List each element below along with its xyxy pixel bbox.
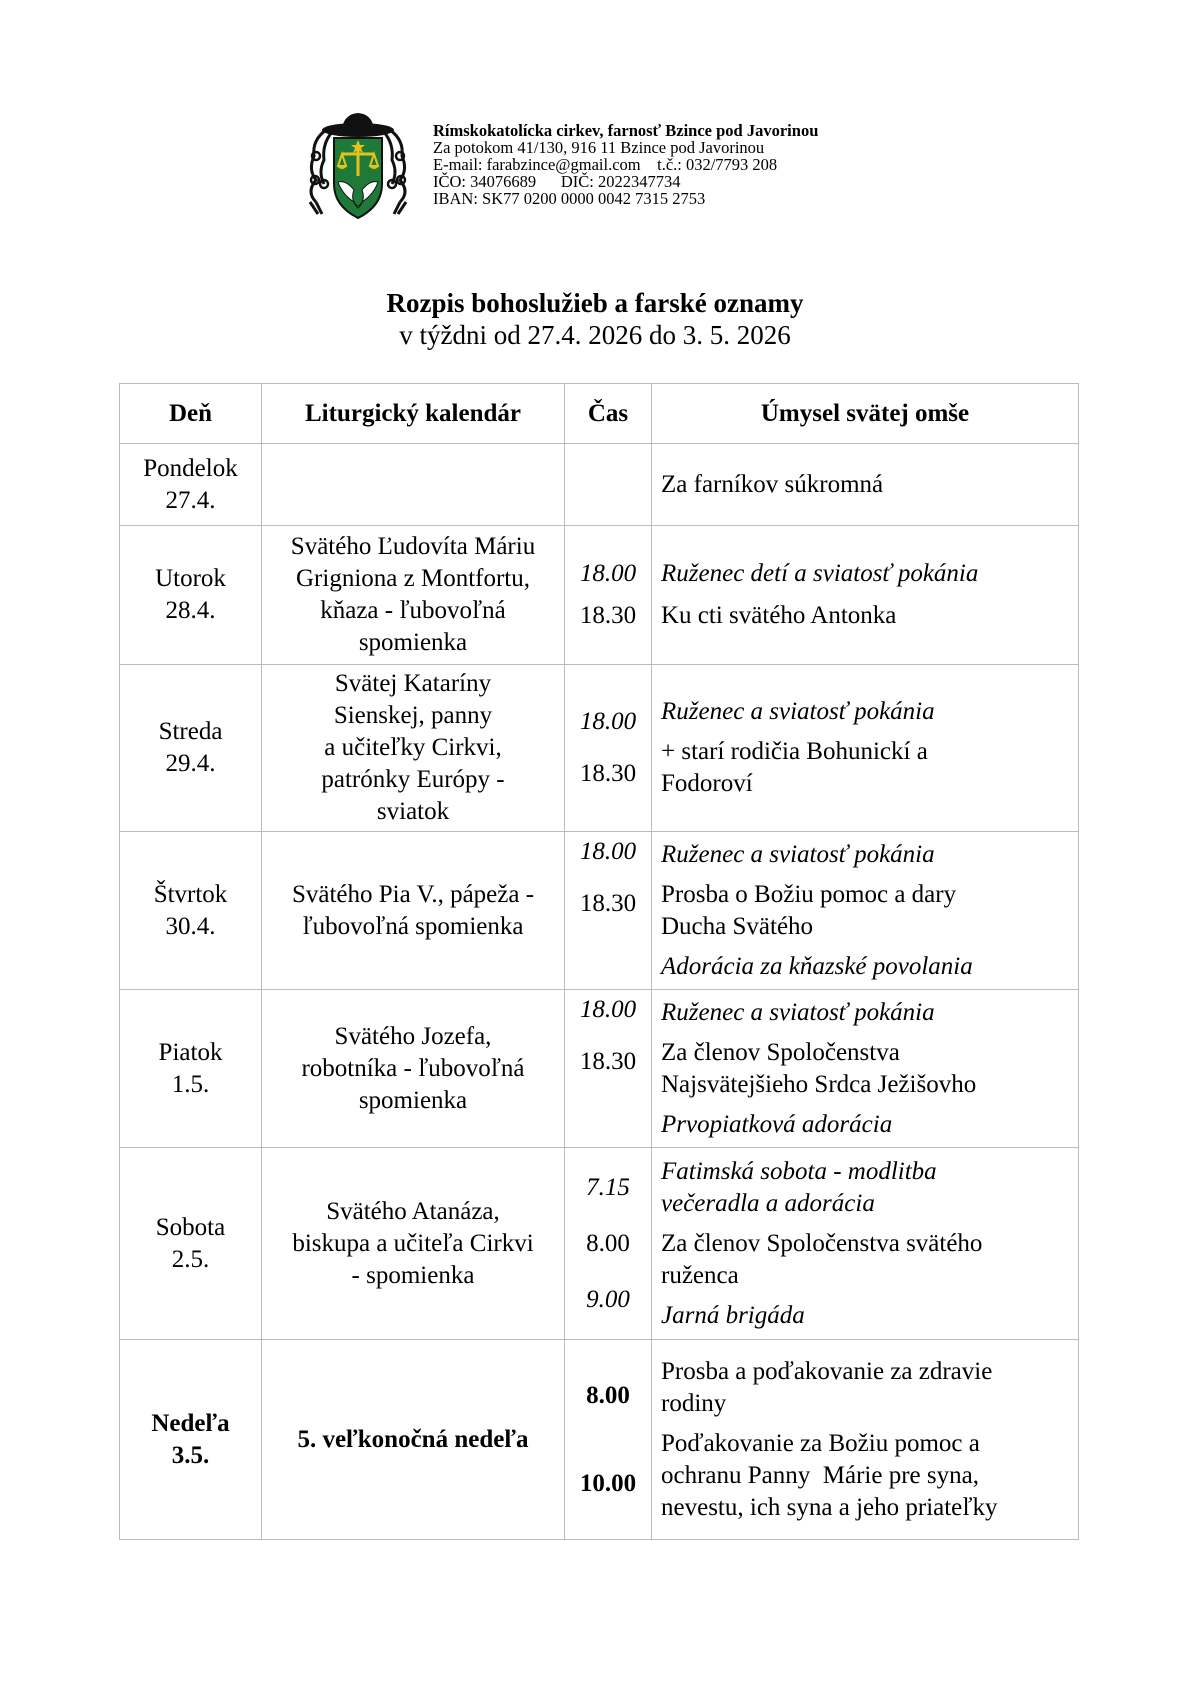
time-cell — [565, 665, 652, 832]
contact-line: E-mail: farabzince@gmail.com t.č.: 032/7793 208 — [433, 155, 778, 174]
intention: Ruženec a sviatosť pokánia — [661, 998, 935, 1026]
header-intention: Úmysel svätej omše — [652, 384, 1079, 444]
liturgical-line: sviatok — [376, 798, 450, 825]
day-date: 29.4. — [165, 750, 216, 777]
header-time: Čas — [565, 384, 652, 444]
time-value: 18.00 — [579, 838, 637, 865]
liturgical-cell — [262, 1340, 565, 1540]
liturgical-cell — [262, 990, 565, 1148]
liturgical-line: Svätého Jozefa, — [334, 1022, 492, 1050]
header-liturgical: Liturgický kalendár — [262, 384, 565, 444]
liturgical-line: - spomienka — [351, 1261, 475, 1289]
liturgical-line: robotníka - ľubovoľná — [301, 1054, 525, 1082]
intention: Prvopiatková adorácia — [661, 1110, 893, 1138]
organization-name: Rímskokatolícka cirkev, farnosť Bzince pod Javorinou — [433, 121, 819, 140]
intention-cell — [652, 444, 1079, 526]
time-value: 8.00 — [586, 1381, 630, 1409]
header-day: Deň — [120, 384, 262, 444]
day-name: Utorok — [155, 565, 226, 592]
time-cell — [565, 832, 652, 990]
liturgical-cell — [262, 444, 565, 526]
intention: Ruženec a sviatosť pokánia — [661, 698, 935, 725]
intention: Najsvätejšieho Srdca Ježišovho — [661, 1070, 977, 1098]
time-value: 18.00 — [579, 560, 637, 587]
intention: Za farníkov súkromná — [661, 470, 884, 498]
letterhead-text — [433, 122, 818, 207]
table-row — [120, 1340, 1079, 1540]
time-value: 18.00 — [579, 996, 637, 1023]
intention-cell — [652, 1340, 1079, 1540]
intention: Za členov Spoločenstva svätého — [661, 1229, 983, 1257]
intention: Fodoroví — [661, 770, 753, 797]
intention-cell — [652, 990, 1079, 1148]
time-value: 18.30 — [579, 602, 637, 629]
liturgical-line: kňaza - ľubovoľná — [320, 597, 506, 624]
day-cell — [120, 665, 262, 832]
time-value: 18.00 — [579, 708, 637, 735]
table-row — [120, 526, 1079, 665]
day-cell — [120, 1148, 262, 1340]
time-cell — [565, 444, 652, 526]
page-title: Rozpis bohoslužieb a farské oznamy — [386, 288, 804, 318]
day-name: Piatok — [158, 1038, 223, 1066]
time-cell — [565, 990, 652, 1148]
day-name: Sobota — [155, 1213, 226, 1241]
liturgical-line: ľubovoľná spomienka — [302, 912, 524, 940]
liturgical-line: Svätého Atanáza, — [326, 1197, 500, 1225]
table-header-row — [120, 384, 1079, 444]
intention: Prosba o Božiu pomoc a dary — [661, 880, 957, 908]
day-name: Pondelok — [143, 454, 238, 482]
intention: Ruženec detí a sviatosť pokánia — [661, 560, 979, 587]
day-cell — [120, 990, 262, 1148]
liturgical-line: Sienskej, panny — [333, 702, 493, 729]
liturgical-line: biskupa a učiteľa Cirkvi — [292, 1229, 534, 1257]
intention: Fatimská sobota - modlitba — [661, 1157, 937, 1185]
liturgical-line: Grigniona z Montfortu, — [296, 565, 530, 592]
mass-schedule-table — [119, 383, 1079, 1540]
intention: Jarná brigáda — [661, 1301, 805, 1329]
intention: Adorácia za kňazské povolania — [661, 952, 973, 980]
day-name: Štvrtok — [153, 880, 228, 908]
intention: + starí rodičia Bohunickí a — [661, 738, 928, 765]
day-name: Streda — [158, 718, 223, 745]
day-name: Nedeľa — [151, 1409, 230, 1437]
table-row — [120, 444, 1079, 526]
liturgical-cell — [262, 832, 565, 990]
liturgical-line: Svätého Pia V., pápeža - — [291, 880, 535, 908]
parish-coat-of-arms-icon — [298, 110, 418, 224]
liturgical-line: a učiteľky Cirkvi, — [324, 734, 502, 761]
table-row — [120, 1148, 1079, 1340]
time-value: 18.30 — [579, 1048, 637, 1075]
liturgical-cell — [262, 665, 565, 832]
liturgical-line: Svätého Ľudovíta Máriu — [290, 533, 536, 560]
intention: Za členov Spoločenstva — [661, 1038, 900, 1066]
letterhead — [298, 110, 938, 230]
day-cell — [120, 832, 262, 990]
table-row — [120, 832, 1079, 990]
time-cell — [565, 1340, 652, 1540]
day-cell — [120, 1340, 262, 1540]
title-block — [0, 287, 1190, 351]
table-row — [120, 665, 1079, 832]
liturgical-line: spomienka — [358, 1086, 468, 1114]
intention: Ducha Svätého — [661, 912, 814, 940]
address: Za potokom 41/130, 916 11 Bzince pod Javorinou — [433, 138, 765, 157]
liturgical-line: 5. veľkonočná nedeľa — [297, 1425, 529, 1453]
day-cell — [120, 526, 262, 665]
liturgical-line: Svätej Kataríny — [334, 670, 492, 697]
iban: IBAN: SK77 0200 0000 0042 7315 2753 — [433, 189, 706, 208]
time-value: 18.30 — [579, 890, 637, 917]
liturgical-cell — [262, 526, 565, 665]
day-date: 30.4. — [165, 912, 216, 940]
day-date: 2.5. — [171, 1245, 210, 1273]
intention-cell — [652, 665, 1079, 832]
intention: Prosba a poďakovanie za zdravie — [661, 1357, 993, 1385]
day-date: 3.5. — [171, 1441, 210, 1469]
liturgical-cell — [262, 1148, 565, 1340]
intention: nevestu, ich syna a jeho priateľky — [661, 1493, 998, 1521]
time-value: 8.00 — [586, 1229, 630, 1257]
time-value: 9.00 — [586, 1285, 630, 1313]
liturgical-line: spomienka — [358, 629, 468, 656]
intention-cell — [652, 832, 1079, 990]
intention: rodiny — [661, 1389, 727, 1417]
time-cell — [565, 1148, 652, 1340]
intention: Ruženec a sviatosť pokánia — [661, 840, 935, 868]
time-value: 18.30 — [579, 760, 637, 787]
intention: Poďakovanie za Božiu pomoc a — [661, 1429, 980, 1457]
time-cell — [565, 526, 652, 665]
day-date: 28.4. — [165, 597, 216, 624]
intention-cell — [652, 1148, 1079, 1340]
day-cell — [120, 444, 262, 526]
table-row — [120, 990, 1079, 1148]
intention: Ku cti svätého Antonka — [661, 602, 897, 629]
intention: večeradla a adorácia — [661, 1189, 875, 1217]
day-date: 1.5. — [171, 1070, 210, 1098]
liturgical-line: patrónky Európy - — [321, 766, 505, 793]
day-date: 27.4. — [165, 486, 216, 514]
intention: ochranu Panny Márie pre syna, — [661, 1461, 979, 1489]
intention: ruženca — [661, 1261, 739, 1289]
intention-cell — [652, 526, 1079, 665]
registration-ids: IČO: 34076689 DIČ: 2022347734 — [433, 172, 681, 191]
time-value: 10.00 — [579, 1469, 637, 1497]
page-subtitle: v týždni od 27.4. 2026 do 3. 5. 2026 — [399, 320, 791, 350]
time-value: 7.15 — [586, 1173, 630, 1201]
